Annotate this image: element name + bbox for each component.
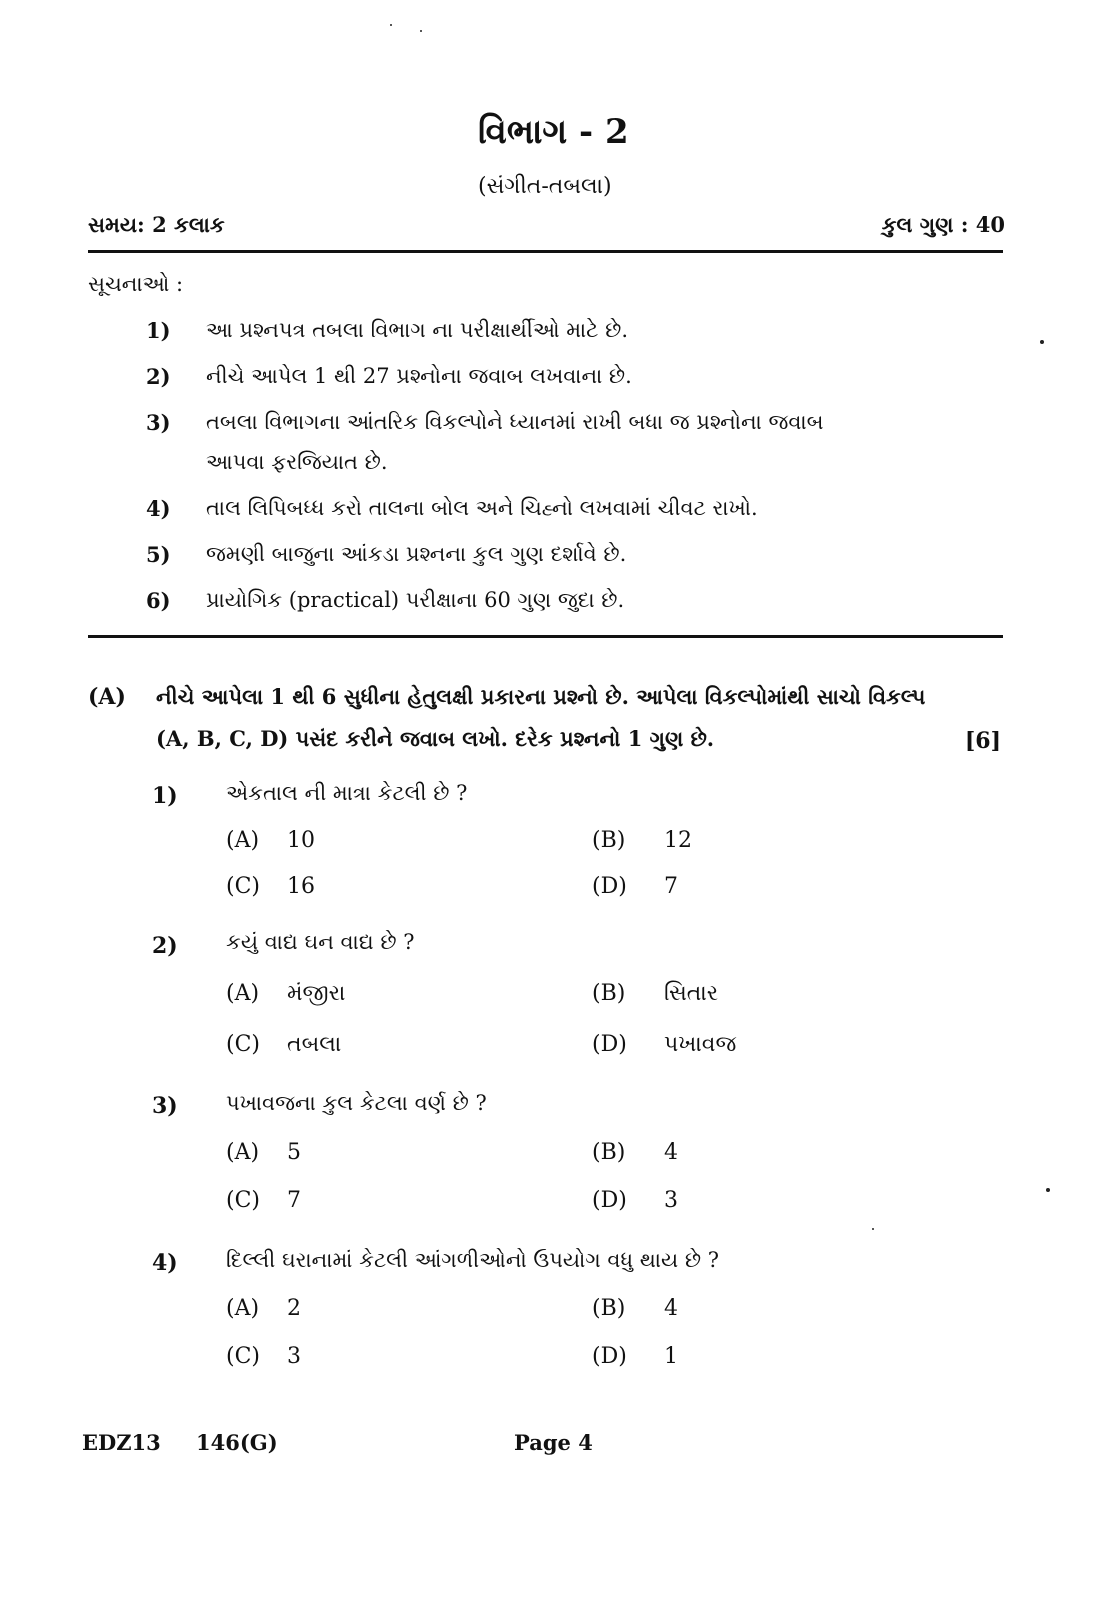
question-text: પખાવજના કુલ કેટલા વર્ણ છે ? [226,1091,487,1115]
question-number: 1) [152,783,178,809]
option-label: (B) [592,981,626,1006]
instruction-number: 1) [146,318,171,343]
option-label: (A) [226,981,260,1006]
option-value: 3 [287,1344,301,1369]
scan-speck [1040,340,1044,344]
option-value: તબલા [287,1032,342,1057]
option-label: (B) [592,1296,626,1321]
option-label: (B) [592,828,626,853]
option-value: 4 [664,1296,678,1321]
scan-speck [872,1228,874,1230]
option-label: (A) [226,828,260,853]
page-title: વિભાગ - 2 [478,112,629,152]
option-value: 7 [664,874,678,899]
option-value: મંજીરા [287,981,346,1006]
question-number: 2) [152,933,178,959]
total-marks: કુલ ગુણ : 40 [881,212,1005,237]
instruction-text: જમણી બાજુના આંકડા પ્રશ્નના કુલ ગુણ દર્શાવે છે. [206,542,627,566]
instruction-text: તાલ લિપિબધ્ધ કરો તાલના બોલ અને ચિહ્નો લખવામાં ચીવટ રાખો. [206,496,758,520]
header-divider [88,250,1003,253]
instruction-number: 5) [146,542,171,567]
option-value: 10 [287,828,315,853]
instruction-number: 2) [146,364,171,389]
section-directions-continued: (A, B, C, D) પસંદ કરીને જવાબ લખો. દરેક પ્રશ્નનો 1 ગુણ છે. [156,726,715,751]
question-text: દિલ્લી ઘરાનામાં કેટલી આંગળીઓનો ઉપયોગ વધુ થાય છે ? [226,1248,720,1272]
question-text: એકતાલ ની માત્રા કેટલી છે ? [226,781,468,805]
option-label: (C) [226,1032,260,1057]
paper-code: 146(G) [196,1430,278,1455]
question-text: કયું વાદ્ય ઘન વાદ્ય છે ? [226,930,415,954]
exam-time: સમય: 2 કલાક [88,212,225,237]
instruction-number: 4) [146,496,171,521]
instruction-number: 6) [146,588,171,613]
option-label: (A) [226,1296,260,1321]
instruction-text: આ પ્રશ્નપત્ર તબલા વિભાગ ના પરીક્ષાર્થીઓ માટે છે. [206,318,628,342]
option-value: 4 [664,1140,678,1165]
section-directions: નીચે આપેલા 1 થી 6 સુધીના હેતુલક્ષી પ્રકારના પ્રશ્નો છે. આપેલા વિકલ્પોમાંથી સાચો વિકલ્પ [156,684,926,709]
option-label: (C) [226,874,260,899]
option-label: (C) [226,1344,260,1369]
page-subtitle: (સંગીત-તબલા) [478,174,612,199]
page-number: Page 4 [514,1430,593,1455]
option-label: (A) [226,1140,260,1165]
option-label: (D) [592,1344,627,1369]
section-label: (A) [88,684,126,710]
question-number: 4) [152,1250,178,1276]
instruction-text: પ્રાયોગિક (practical) પરીક્ષાના 60 ગુણ જુદા છે. [206,588,625,612]
instruction-text-continued: આપવા ફરજિયાત છે. [206,450,388,474]
section-marks: [6] [964,728,1001,754]
option-value: 2 [287,1296,301,1321]
option-label: (D) [592,874,627,899]
option-value: 3 [664,1188,678,1213]
instruction-text: તબલા વિભાગના આંતરિક વિકલ્પોને ધ્યાનમાં રાખી બધા જ પ્રશ્નોના જવાબ [206,410,824,434]
option-value: પખાવજ [664,1032,737,1057]
option-value: 1 [664,1344,678,1369]
exam-code: EDZ13 [82,1430,161,1455]
option-value: 7 [287,1188,301,1213]
option-label: (D) [592,1032,627,1057]
option-label: (D) [592,1188,627,1213]
instructions-heading: સૂચનાઓ : [88,272,184,296]
option-value: 12 [664,828,692,853]
option-label: (B) [592,1140,626,1165]
instruction-number: 3) [146,410,171,435]
scan-speck [390,24,392,26]
option-value: 5 [287,1140,301,1165]
instruction-text: નીચે આપેલ 1 થી 27 પ્રશ્નોના જવાબ લખવાના છે. [206,364,632,388]
option-value: સિતાર [664,981,719,1006]
option-value: 16 [287,874,315,899]
scan-speck [1046,1188,1050,1192]
instructions-divider [88,635,1003,638]
scan-speck [420,30,422,32]
question-number: 3) [152,1093,178,1119]
option-label: (C) [226,1188,260,1213]
